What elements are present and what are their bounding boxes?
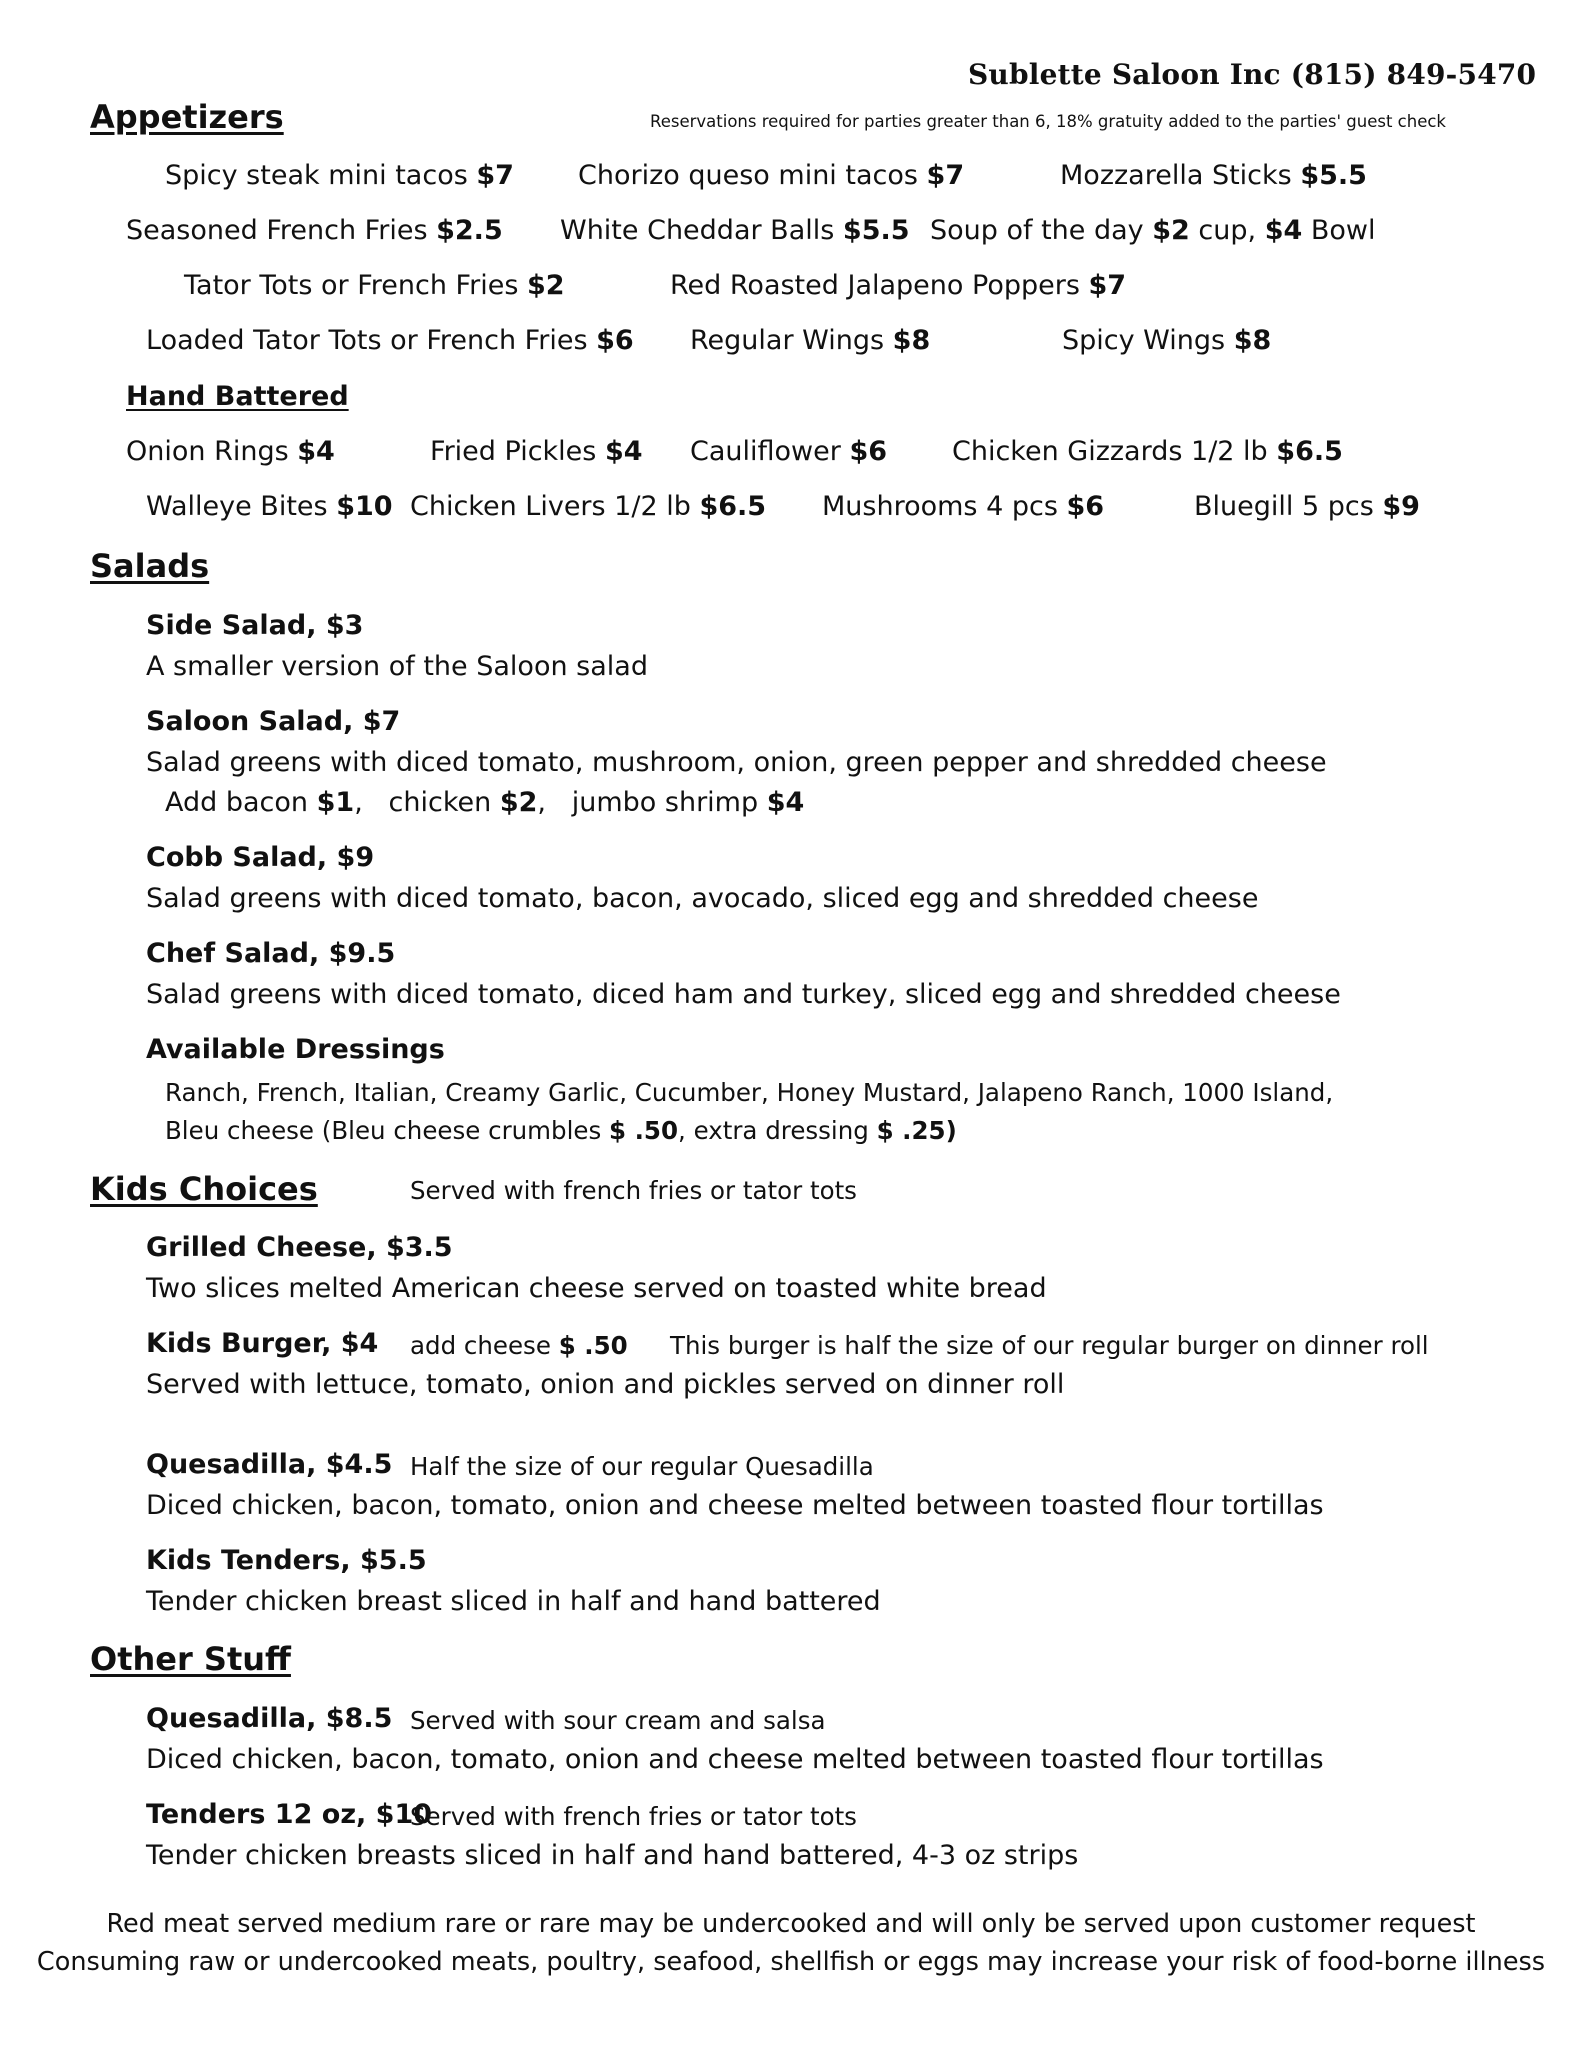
dressings-title: Available Dressings xyxy=(146,1034,445,1065)
item-name: Soup of the day xyxy=(930,215,1144,246)
dish-note: This burger is half the size of our regular burger on dinner roll xyxy=(670,1331,1429,1360)
footer-warning-line-2: Consuming raw or undercooked meats, poultry, seafood, shellfish or eggs may increase your risk of food-borne illness xyxy=(36,1947,1546,1977)
item-name: Chorizo queso mini tacos xyxy=(578,160,918,191)
item-name: Onion Rings xyxy=(126,436,289,467)
dish-title: Tenders 12 oz, $10 xyxy=(146,1799,433,1830)
crumbles-price: $ .50 xyxy=(609,1116,679,1145)
item-name: Chicken Gizzards 1/2 lb xyxy=(952,436,1268,467)
menu-item xyxy=(430,436,643,467)
menu-item xyxy=(822,491,1104,522)
menu-item xyxy=(146,325,634,356)
dish-description: Diced chicken, bacon, tomato, onion and cheese melted between toasted flour tortillas xyxy=(146,1744,1324,1775)
dressings-list: Ranch, French, Italian, Creamy Garlic, Cucumber, Honey Mustard, Jalapeno Ranch, 1000 Island, xyxy=(165,1078,1334,1107)
item-name: White Cheddar Balls xyxy=(560,215,835,246)
addon-price: $1 xyxy=(316,787,355,818)
subsection-title-hand-battered: Hand Battered xyxy=(126,381,349,412)
dish-description: Salad greens with diced tomato, mushroom, onion, green pepper and shredded cheese xyxy=(146,747,1327,778)
menu-item xyxy=(410,491,766,522)
add-cheese-note xyxy=(410,1331,628,1360)
item-price: $7 xyxy=(1088,270,1127,301)
item-price: $8 xyxy=(1233,325,1272,356)
dish-description: Served with lettuce, tomato, onion and pickles served on dinner roll xyxy=(146,1369,1065,1400)
item-price: $2 xyxy=(527,270,565,301)
section-title-appetizers: Appetizers xyxy=(90,98,284,136)
item-name: Fried Pickles xyxy=(430,436,597,467)
item-name: Red Roasted Jalapeno Poppers xyxy=(670,270,1080,301)
menu-item xyxy=(560,215,910,246)
addon-label: Add bacon xyxy=(165,787,309,818)
dish-description: Diced chicken, bacon, tomato, onion and cheese melted between toasted flour tortillas xyxy=(146,1490,1324,1521)
item-name: Spicy Wings xyxy=(1062,325,1226,356)
dish-note: Half the size of our regular Quesadilla xyxy=(410,1452,874,1481)
dish-note: Served with sour cream and salsa xyxy=(410,1706,826,1735)
item-price: $5.5 xyxy=(842,215,910,246)
item-price: $4 xyxy=(297,436,335,467)
menu-item xyxy=(690,436,887,467)
menu-item xyxy=(670,270,1126,301)
dressings-extras-text: , extra dressing xyxy=(678,1116,869,1145)
menu-item xyxy=(184,270,565,301)
menu-item xyxy=(1062,325,1271,356)
item-price: $6 xyxy=(849,436,888,467)
dish-note: Served with french fries or tator tots xyxy=(410,1802,857,1831)
item-name: Regular Wings xyxy=(690,325,885,356)
item-price: $9 xyxy=(1382,491,1420,522)
item-name: Mushrooms 4 pcs xyxy=(822,491,1058,522)
restaurant-name: Sublette Saloon Inc (815) 849-5470 xyxy=(968,58,1537,91)
dressings-extras xyxy=(165,1116,957,1145)
item-price: $7 xyxy=(476,160,514,191)
section-title-kids-choices: Kids Choices xyxy=(90,1170,318,1208)
footer-warning-line-1: Red meat served medium rare or rare may be undercooked and will only be served upon customer request xyxy=(106,1909,1476,1939)
menu-item xyxy=(126,215,503,246)
item-name: Cauliflower xyxy=(690,436,841,467)
salad-addons: Add bacon $1, chicken $2, jumbo shrimp $4 xyxy=(165,787,805,818)
menu-item xyxy=(1194,491,1420,522)
item-name: Walleye Bites xyxy=(146,491,328,522)
item-price: $2.5 xyxy=(436,215,503,246)
dish-title: Kids Tenders, $5.5 xyxy=(146,1545,427,1576)
item-price: $6.5 xyxy=(1276,436,1343,467)
dish-title: Quesadilla, $8.5 xyxy=(146,1703,393,1734)
kids-note: Served with french fries or tator tots xyxy=(410,1176,857,1205)
dish-title: Grilled Cheese, $3.5 xyxy=(146,1232,453,1263)
item-price: $2 xyxy=(1152,215,1190,246)
soup-bowl-label: Bowl xyxy=(1310,215,1376,246)
menu-item xyxy=(578,160,964,191)
menu-item xyxy=(952,436,1343,467)
item-price: $6 xyxy=(1066,491,1105,522)
dressings-extras-text: Bleu cheese (Bleu cheese crumbles xyxy=(165,1116,602,1145)
addon-label: chicken xyxy=(388,787,492,818)
section-title-other-stuff: Other Stuff xyxy=(90,1640,291,1678)
dish-description: Salad greens with diced tomato, bacon, avocado, sliced egg and shredded cheese xyxy=(146,883,1259,914)
item-name: Tator Tots or French Fries xyxy=(184,270,519,301)
addon-price: $2 xyxy=(499,787,538,818)
dish-title: Side Salad, $3 xyxy=(146,610,364,641)
menu-item xyxy=(126,436,335,467)
item-price: $7 xyxy=(926,160,965,191)
menu-item xyxy=(690,325,930,356)
dish-description: A smaller version of the Saloon salad xyxy=(146,651,648,682)
dish-description: Two slices melted American cheese served on toasted white bread xyxy=(146,1273,1047,1304)
dish-description: Tender chicken breast sliced in half and hand battered xyxy=(146,1586,881,1617)
item-price: $6.5 xyxy=(699,491,767,522)
item-name: Mozzarella Sticks xyxy=(1060,160,1292,191)
addon-price: $4 xyxy=(766,787,805,818)
add-cheese-label: add cheese xyxy=(410,1331,551,1360)
menu-item xyxy=(1060,160,1367,191)
dish-title: Quesadilla, $4.5 xyxy=(146,1449,393,1480)
item-name: Loaded Tator Tots or French Fries xyxy=(146,325,588,356)
item-price: $4 xyxy=(604,436,643,467)
addon-label: jumbo shrimp xyxy=(571,787,759,818)
item-price: $8 xyxy=(892,325,931,356)
item-price: $5.5 xyxy=(1300,160,1367,191)
add-cheese-price: $ .50 xyxy=(558,1331,628,1360)
dish-title: Cobb Salad, $9 xyxy=(146,842,375,873)
dish-title: Chef Salad, $9.5 xyxy=(146,938,396,969)
item-price: $4 xyxy=(1264,215,1303,246)
dish-title: Saloon Salad, $7 xyxy=(146,706,401,737)
item-name: Spicy steak mini tacos xyxy=(165,160,468,191)
section-title-salads: Salads xyxy=(90,547,210,585)
reservation-note: Reservations required for parties greater than 6, 18% gratuity added to the parties' guest check xyxy=(650,112,1446,131)
dish-description: Salad greens with diced tomato, diced ham and turkey, sliced egg and shredded cheese xyxy=(146,979,1341,1010)
item-price: $10 xyxy=(336,491,393,522)
extra-dressing-price: $ .25) xyxy=(876,1116,957,1145)
dish-title: Kids Burger, $4 xyxy=(146,1328,379,1359)
menu-item-soup xyxy=(930,215,1376,246)
item-name: Chicken Livers 1/2 lb xyxy=(410,491,691,522)
item-name: Bluegill 5 pcs xyxy=(1194,491,1374,522)
menu-item xyxy=(165,160,514,191)
item-price: $6 xyxy=(596,325,634,356)
item-name: Seasoned French Fries xyxy=(126,215,428,246)
soup-cup-label: cup, xyxy=(1198,215,1257,246)
menu-item xyxy=(146,491,393,522)
dish-description: Tender chicken breasts sliced in half and hand battered, 4-3 oz strips xyxy=(146,1840,1079,1871)
